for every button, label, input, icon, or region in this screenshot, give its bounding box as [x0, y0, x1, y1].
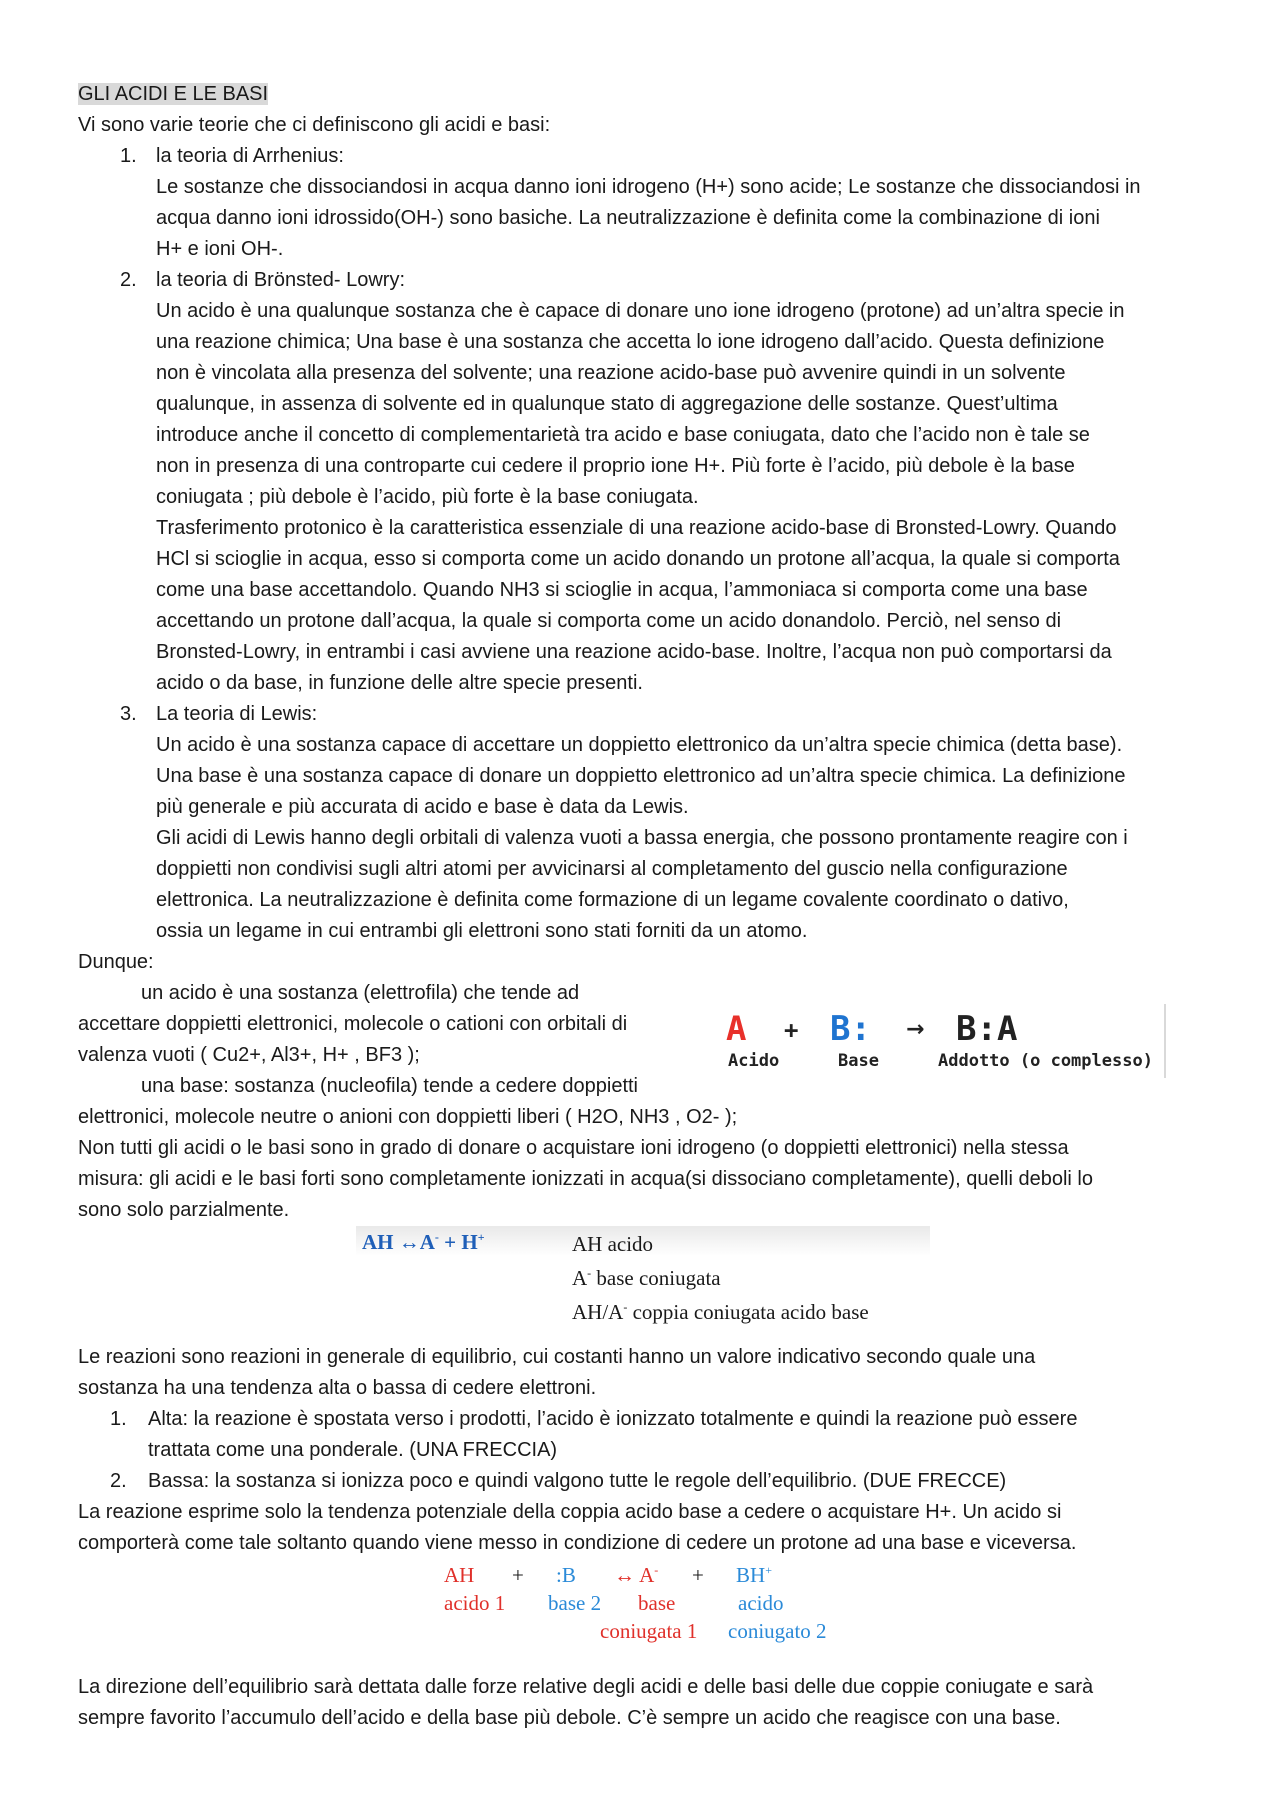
theory-2-line: Trasferimento protonico è la caratteristica essenziale di una reazione acido-base di Bronsted-Lowry. Quando [156, 517, 1117, 539]
plus-sign: + [784, 1016, 799, 1044]
acid-definition-line: valenza vuoti ( Cu2+, Al3+, H+ , BF3 ); [78, 1044, 420, 1066]
label-coniugata-1: coniugata 1 [600, 1619, 698, 1643]
pair-legend [572, 1230, 869, 1327]
theory-1-heading: la teoria di Arrhenius: [156, 145, 344, 167]
legend-acid: AH acido [572, 1232, 654, 1256]
tendency-line: comporterà come tale soltanto quando viene messo in condizione di cedere un protone ad una base e viceversa. [78, 1532, 1077, 1554]
pair-a-charge: - [654, 1563, 659, 1577]
pair-b: :B [556, 1563, 576, 1587]
title-text: GLI ACIDI E LE BASI [78, 83, 269, 105]
eq-a: A [419, 1230, 435, 1254]
reaction-arrow-icon: → [906, 1017, 925, 1042]
case-1-number: 1. [110, 1408, 127, 1430]
legend-base-text: base coniugata [591, 1266, 721, 1290]
theory-3-line: Un acido è una sostanza capace di accettare un doppietto elettronico da un’altra specie chimica (detta base). [156, 734, 1123, 756]
theory-2-line: non è vincolata alla presenza del solvente; una reazione acido-base può avvenire quindi in un solvente [156, 362, 1066, 384]
pair-a-group [614, 1563, 658, 1588]
pair-plus-2: + [692, 1563, 704, 1587]
label-coniugato-2: coniugato 2 [728, 1619, 827, 1643]
theory-2-line: non in presenza di una controparte cui cedere il proprio ione H+. Più forte è l’acido, più debole è la base [156, 455, 1075, 477]
legend-pair-symbol: AH/A [572, 1300, 624, 1324]
theory-2-line: coniugata ; più debole è l’acido, più forte è la base coniugata. [156, 486, 699, 508]
theory-2-line: qualunque, in assenza di solvente ed in qualunque stato di aggregazione delle sostanze. Quest’ultima [156, 393, 1058, 415]
acid-base-pair-figure [356, 1226, 930, 1324]
pair-bh: BH [736, 1563, 766, 1587]
pair-ah: AH [444, 1563, 475, 1587]
eq-h: H [461, 1230, 478, 1254]
pair-bh-group [736, 1563, 772, 1588]
eq-plus: + [444, 1230, 457, 1254]
lewis-acid-symbol: A [726, 1009, 747, 1049]
theory-2-line: Bronsted-Lowry, in entrambi i casi avviene una reazione acido-base. Inoltre, l’acqua non può comportarsi da [156, 641, 1112, 663]
label-acid-1: acido 1 [444, 1591, 506, 1615]
legend-pair [572, 1293, 869, 1327]
legend-pair-text: coppia coniugata acido base [627, 1300, 869, 1324]
acid-definition-line: accettare doppietti elettronici, molecole o cationi con orbitali di [78, 1013, 628, 1035]
adduct-symbol: B:A [956, 1009, 1018, 1049]
theory-3-line: Una base è una sostanza capace di donare un doppietto elettronico ad un’altra specie chimica. La definizione [156, 765, 1126, 787]
theory-2-line: accettando un protone dall’acqua, la quale si comporta come un acido donandolo. Perciò, nel senso di [156, 610, 1062, 632]
case-2-line: Bassa: la sostanza si ionizza poco e quindi valgono tutte le regole dell’equilibrio. (DUE FRECCE) [148, 1470, 1007, 1492]
theory-2-number: 2. [120, 269, 137, 291]
theory-2-line: come una base accettandolo. Quando NH3 si scioglie in acqua, l’ammoniaca si comporta come una base [156, 579, 1088, 601]
theory-3-line: doppietti non condivisi sugli altri atomi per avvicinarsi al completamento del guscio nella configurazione [156, 858, 1068, 880]
eq-h-charge: + [477, 1230, 485, 1244]
theory-1-number: 1. [120, 145, 137, 167]
strength-line: sono solo parzialmente. [78, 1199, 290, 1221]
theory-3-line: elettronica. La neutralizzazione è definita come formazione di un legame covalente coordinato o dativo, [156, 889, 1069, 911]
reaction-line: Le reazioni sono reazioni in generale di equilibrio, cui costanti hanno un valore indicativo secondo quale una [78, 1346, 1036, 1368]
intro-text: Vi sono varie teorie che ci definiscono gli acidi e basi: [78, 114, 551, 136]
conjugate-pairs-figure [440, 1563, 860, 1659]
lewis-adduct-figure [718, 1002, 1168, 1080]
label-base-conj: base [638, 1591, 676, 1615]
base-definition-line: elettronici, molecole neutre o anioni con doppietti liberi ( H2O, NH3 , O2- ); [78, 1106, 738, 1128]
reaction-line: sostanza ha una tendenza alta o bassa di cedere elettroni. [78, 1377, 597, 1399]
theory-2-line: acido o da base, in funzione delle altre specie presenti. [156, 672, 643, 694]
base-definition-line: una base: sostanza (nucleofila) tende a cedere doppietti [141, 1075, 639, 1097]
acid-label: Acido [728, 1051, 780, 1071]
tendency-line: La reazione esprime solo la tendenza potenziale della coppia acido base a cedere o acquistare H+. Un acido si [78, 1501, 1062, 1523]
theory-1-line: Le sostanze che dissociandosi in acqua danno ioni idrogeno (H+) sono acide; Le sostanze che dissociandosi in [156, 176, 1141, 198]
pair-equilibrium-arrow-icon: ↔ [614, 1563, 635, 1587]
theory-2-line: Un acido è una qualunque sostanza che è capace di donare uno ione idrogeno (protone) ad un’altra specie in [156, 300, 1125, 322]
theory-1-line: acqua danno ioni idrossido(OH-) sono basiche. La neutralizzazione è definita come la combinazione di ioni [156, 207, 1100, 229]
strength-line: misura: gli acidi e le basi forti sono completamente ionizzati in acqua(si dissociano completamente), quelli deboli lo [78, 1168, 1093, 1190]
lewis-base-symbol: B: [830, 1009, 871, 1049]
case-2-number: 2. [110, 1470, 127, 1492]
base-label: Base [838, 1051, 879, 1071]
eq-a-charge: - [434, 1230, 439, 1244]
case-1-line: trattata come una ponderale. (UNA FRECCIA) [148, 1439, 558, 1461]
final-line: La direzione dell’equilibrio sarà dettata dalle forze relative degli acidi e delle basi delle due coppie coniugate e sarà [78, 1676, 1094, 1698]
theory-3-line: ossia un legame in cui entrambi gli elettroni sono stati forniti da un atomo. [156, 920, 808, 942]
acid-definition-line: un acido è una sostanza (elettrofila) che tende ad [141, 982, 580, 1004]
case-1-line: Alta: la reazione è spostata verso i prodotti, l’acido è ionizzato totalmente e quindi la reazione può essere [148, 1408, 1078, 1430]
label-acid-conj: acido [738, 1591, 784, 1615]
theory-2-line: introduce anche il concetto di complementarietà tra acido e base coniugata, dato che l’acido non è tale se [156, 424, 1090, 446]
theory-2-heading: la teoria di Brönsted- Lowry: [156, 269, 406, 291]
theory-2-line: una reazione chimica; Una base è una sostanza che accetta lo ione idrogeno dall’acido. Questa definizione [156, 331, 1105, 353]
theory-3-line: più generale e più accurata di acido e base è data da Lewis. [156, 796, 689, 818]
legend-base-symbol: A [572, 1266, 588, 1290]
theory-1-line: H+ e ioni OH-. [156, 238, 284, 260]
adduct-label: Addotto (o complesso) [938, 1051, 1153, 1071]
legend-base [572, 1259, 869, 1293]
final-line: sempre favorito l’accumulo dell’acido e della base più debole. C’è sempre un acido che reagisce con una base. [78, 1707, 1061, 1729]
dunque-label: Dunque: [78, 951, 154, 973]
theory-2-line: HCl si scioglie in acqua, esso si comporta come un acido donando un protone all’acqua, la quale si comporta [156, 548, 1120, 570]
dissociation-equation [362, 1230, 485, 1255]
theory-3-number: 3. [120, 703, 137, 725]
theory-3-heading: La teoria di Lewis: [156, 703, 318, 725]
label-base-2: base 2 [548, 1591, 602, 1615]
pair-a: A [639, 1563, 655, 1587]
strength-line: Non tutti gli acidi o le basi sono in grado di donare o acquistare ioni idrogeno (o doppietti elettronici) nella stessa [78, 1137, 1069, 1159]
legend-pair-charge: - [623, 1300, 628, 1314]
legend-base-charge: - [587, 1266, 592, 1280]
eq-ah: AH [362, 1230, 394, 1254]
equilibrium-arrow-icon: ↔ [398, 1230, 420, 1254]
page-title [78, 79, 268, 110]
theory-3-line: Gli acidi di Lewis hanno degli orbitali di valenza vuoti a bassa energia, che possono prontamente reagire con i [156, 827, 1128, 849]
pair-bh-charge: + [765, 1563, 772, 1577]
pair-plus-1: + [512, 1563, 524, 1587]
